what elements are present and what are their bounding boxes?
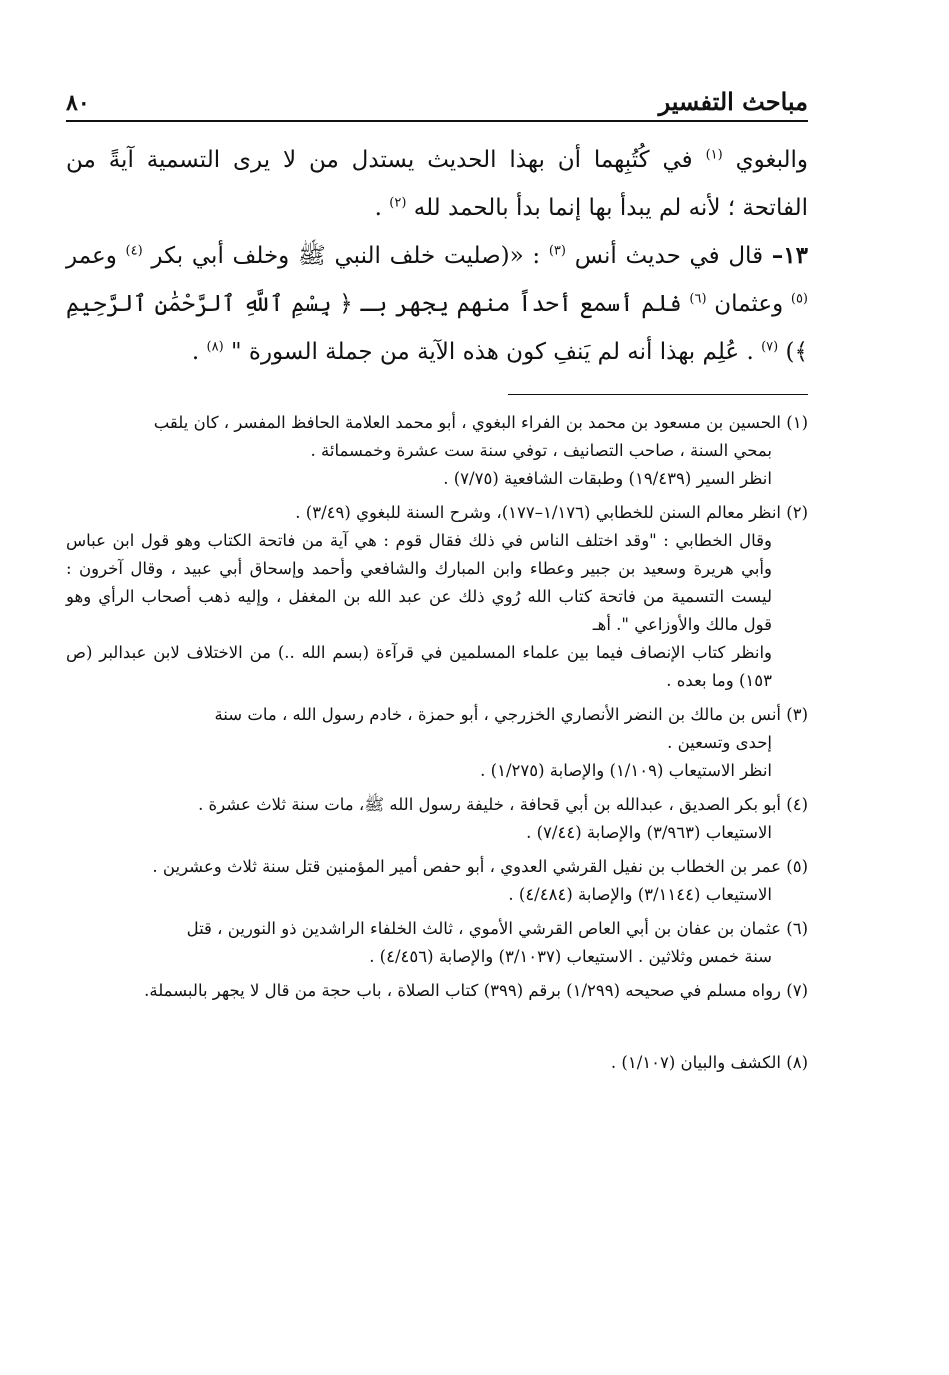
- footnote-text: (٨) الكشف والبيان (١/١٠٧) .: [610, 1053, 808, 1072]
- footnote-3: [66, 701, 808, 785]
- footnote-text: (٣) أنس بن مالك بن النضر الأنصاري الخزرجي ، أبو حمزة ، خادم رسول الله ، مات سنة: [214, 705, 808, 724]
- footnote-7: [66, 977, 808, 1005]
- text-run: في كُتُبِهما أن بهذا الحديث يستدل من لا يرى التسمية آيةً من الفاتحة ؛ لأنه لم يبدأ بها إنما بدأ بالحمد لله: [66, 147, 808, 221]
- footnote-divider: [508, 394, 808, 395]
- paragraph-1: [66, 136, 808, 232]
- text-run: وعثمان: [714, 291, 784, 317]
- footnote-5: [66, 853, 808, 909]
- footnotes: [66, 409, 808, 1077]
- footnote-text: انظر الاستيعاب (١/١٠٩) والإصابة (١/٢٧٥) .: [480, 761, 772, 780]
- footnote-text: سنة خمس وثلاثين . الاستيعاب (٣/١٠٣٧) والإصابة (٤/٤٥٦) .: [369, 947, 772, 966]
- footnote-ref-1[interactable]: (١): [705, 147, 723, 163]
- footnote-text: (٥) عمر بن الخطاب بن نفيل القرشي العدوي ، أبو حفص أمير المؤمنين قتل سنة ثلاث وعشرين .: [152, 857, 808, 876]
- page-number: ٨٠: [66, 90, 90, 116]
- footnote-text: بمحي السنة ، صاحب التصانيف ، توفي سنة ست عشرة وخمسمائة .: [310, 441, 772, 460]
- text-run: .: [191, 339, 207, 365]
- footnote-text: (١) الحسين بن مسعود بن محمد بن الفراء البغوي ، أبو محمد العلامة الحافظ المفسر ، كان يلقب: [153, 413, 808, 432]
- footnote-text: انظر السير (١٩/٤٣٩) وطبقات الشافعية (٧/٧٥) .: [443, 469, 772, 488]
- text-run: فلم أسمع أحداً منهم يجهر بـ ﴿ بِسْمِ ٱللَّهِ ٱلرَّحْمَٰنِ ٱلرَّحِيمِ ﴾): [66, 291, 808, 365]
- paragraph-number: ١٣–: [771, 242, 808, 269]
- footnote-text: الاستيعاب (٣/١١٤٤) والإصابة (٤/٤٨٤) .: [508, 885, 772, 904]
- footnote-ref-2[interactable]: (٢): [389, 195, 407, 211]
- page-header: [66, 80, 808, 122]
- footnote-gap: [66, 1011, 808, 1049]
- footnote-8: [66, 1049, 808, 1077]
- footnote-text: الاستيعاب (٣/٩٦٣) والإصابة (٧/٤٤) .: [526, 823, 772, 842]
- footnote-text: (٧) رواه مسلم في صحيحه (١/٢٩٩) برقم (٣٩٩) كتاب الصلاة ، باب حجة من قال لا يجهر بالبسملة.: [144, 981, 808, 1000]
- text-run: . عُلِم بهذا أنه لم يَنفِ كون هذه الآية من جملة السورة ": [231, 339, 754, 365]
- footnote-ref-6[interactable]: (٦): [689, 291, 707, 307]
- text-run: وعمر: [66, 243, 117, 269]
- footnote-ref-3[interactable]: (٣): [548, 243, 566, 259]
- text-run: والبغوي: [735, 147, 809, 173]
- footnote-text: إحدى وتسعين .: [667, 733, 772, 752]
- footnote-text: (٦) عثمان بن عفان بن أبي العاص القرشي الأموي ، ثالث الخلفاء الراشدين ذو النورين ، قتل: [186, 919, 808, 938]
- footnote-6: [66, 915, 808, 971]
- footnote-text: وقال الخطابي : "وقد اختلف الناس في ذلك فقال قوم : هي آية من فاتحة الكتاب وهو قول ابن عباس وأبي هريرة وسعيد بن جبير وعطاء وابن المبارك والشافعي وأحمد وإسحاق أبي عبيد ، وقال آخرون : ليست التسمية من فاتحة كتاب الله رُوي ذلك عن عبد الله بن المغفل ، وإليه ذهب أصحاب الرأي وهو قول مالك والأوزاعي ". أهـ: [66, 531, 772, 634]
- running-title: مباحث التفسير: [658, 87, 808, 116]
- paragraph-13: [66, 232, 808, 376]
- footnote-text: (٤) أبو بكر الصديق ، عبدالله بن أبي قحافة ، خليفة رسول الله ﷺ، مات سنة ثلاث عشرة .: [198, 795, 808, 814]
- footnote-ref-7[interactable]: (٧): [761, 339, 779, 355]
- footnote-ref-5[interactable]: (٥): [790, 291, 808, 307]
- text-run: .: [374, 195, 390, 221]
- text-run: : «(صليت خلف النبي ﷺ وخلف أبي بكر: [151, 243, 541, 269]
- document-page: [66, 80, 808, 1083]
- footnote-text: وانظر كتاب الإنصاف فيما بين علماء المسلمين في قرآءة (بسم الله ..) من الاختلاف لابن عبدالبر (ص ١٥٣) وما بعده .: [66, 643, 772, 690]
- text-run: قال في حديث أنس: [574, 243, 764, 269]
- footnote-ref-8[interactable]: (٨): [206, 339, 224, 355]
- footnote-2: [66, 499, 808, 695]
- footnote-ref-4[interactable]: (٤): [125, 243, 143, 259]
- main-text: [66, 136, 808, 376]
- footnote-text: (٢) انظر معالم السنن للخطابي (١/١٧٦–١٧٧)، وشرح السنة للبغوي (٣/٤٩) .: [295, 503, 808, 522]
- footnote-1: [66, 409, 808, 493]
- footnote-4: [66, 791, 808, 847]
